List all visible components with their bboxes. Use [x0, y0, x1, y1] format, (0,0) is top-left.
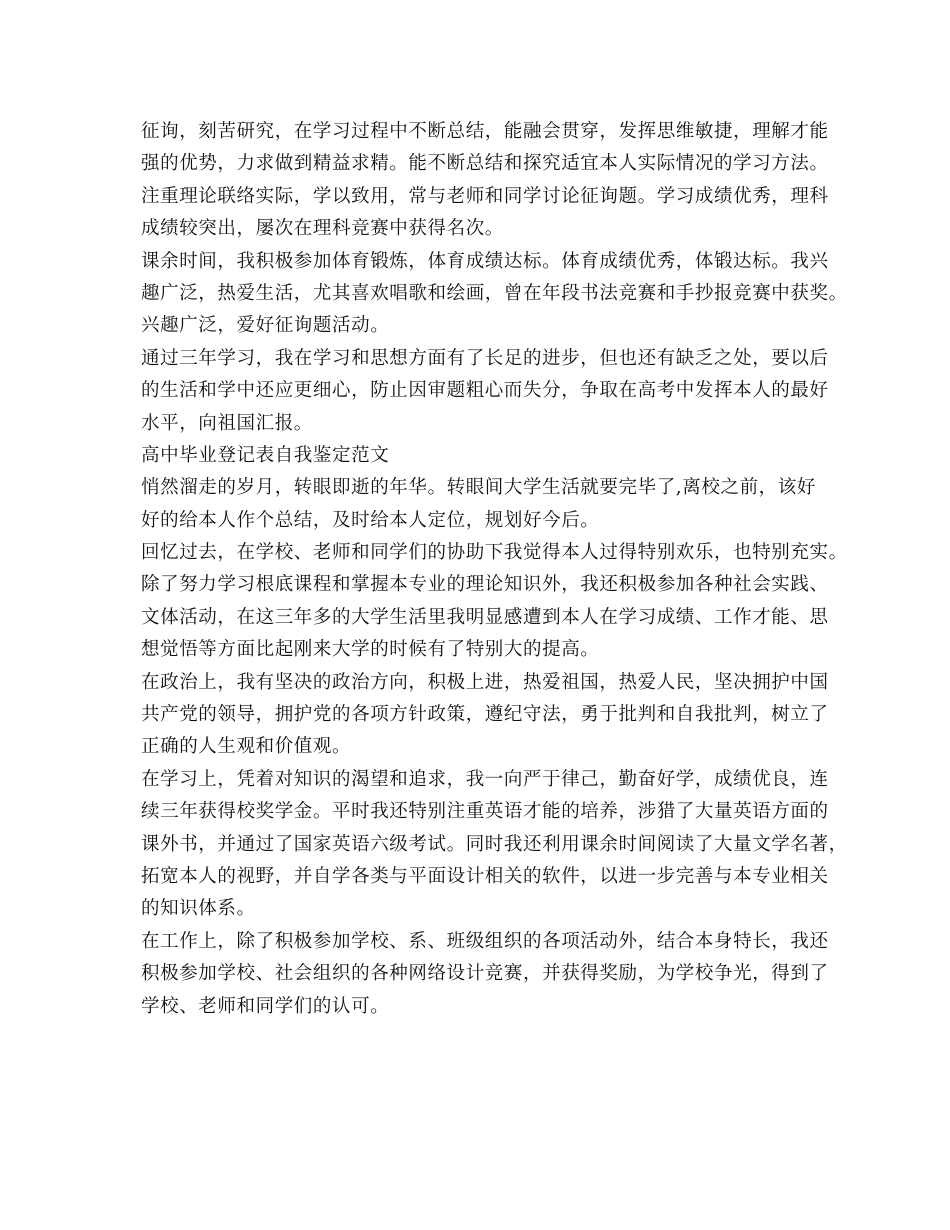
text-line: 通过三年学习，我在学习和思想方面有了长足的进步，但也还有缺乏之处，要以后 — [141, 347, 829, 369]
text-line: 水平，向祖国汇报。 — [141, 412, 313, 434]
text-line: 兴趣广泛，爱好征询题活动。 — [141, 315, 390, 337]
text-line: 的生活和学中还应更细心，防止因审题粗心而失分，争取在高考中发挥本人的最好 — [141, 380, 829, 402]
text-line: 回忆过去，在学校、老师和同学们的协助下我觉得本人过得特别欢乐，也特别充实。 — [141, 542, 848, 564]
text-line: 想觉悟等方面比起刚来大学的时候有了特别大的提高。 — [141, 639, 600, 661]
text-line: 续三年获得校奖学金。平时我还特别注重英语才能的培养，涉猎了大量英语方面的 — [141, 801, 829, 823]
text-line: 注重理论联络实际，学以致用，常与老师和同学讨论征询题。学习成绩优秀，理科 — [141, 185, 829, 207]
document-body — [141, 116, 848, 1023]
text-line: 学校、老师和同学们的认可。 — [141, 995, 390, 1017]
text-line: 的知识体系。 — [141, 898, 256, 920]
section-heading: 高中毕业登记表自我鉴定范文 — [141, 444, 390, 466]
text-line: 趣广泛，热爱生活，尤其喜欢唱歌和绘画，曾在年段书法竞赛和手抄报竞赛中获奖。 — [141, 282, 848, 304]
text-line: 在工作上，除了积极参加学校、系、班级组织的各项活动外，结合本身特长，我还 — [141, 930, 829, 952]
text-line: 除了努力学习根底课程和掌握本专业的理论知识外，我还积极参加各种社会实践、 — [141, 574, 829, 596]
text-line: 正确的人生观和价值观。 — [141, 736, 352, 758]
text-line: 拓宽本人的视野，并自学各类与平面设计相关的软件，以进一步完善与本专业相关 — [141, 865, 829, 887]
text-line: 共产党的领导，拥护党的各项方针政策，遵纪守法，勇于批判和自我批判，树立了 — [141, 704, 829, 726]
text-line: 悄然溜走的岁月，转眼即逝的年华。转眼间大学生活就要完毕了,离校之前，该好 — [141, 477, 816, 499]
text-line: 积极参加学校、社会组织的各种网络设计竞赛，并获得奖励，为学校争光，得到了 — [141, 963, 829, 985]
text-line: 在政治上，我有坚决的政治方向，积极上进，热爱祖国，热爱人民，坚决拥护中国 — [141, 671, 829, 693]
text-line: 文体活动，在这三年多的大学生活里我明显感遭到本人在学习成绩、工作才能、思 — [141, 606, 829, 628]
text-line: 课外书，并通过了国家英语六级考试。同时我还利用课余时间阅读了大量文学名著， — [141, 833, 848, 855]
text-line: 在学习上，凭着对知识的渴望和追求，我一向严于律己，勤奋好学，成绩优良，连 — [141, 768, 829, 790]
text-line: 强的优势，力求做到精益求精。能不断总结和探究适宜本人实际情况的学习方法。 — [141, 153, 829, 175]
text-line: 征询，刻苦研究，在学习过程中不断总结，能融会贯穿，发挥思维敏捷，理解才能 — [141, 121, 829, 142]
text-line: 成绩较突出，屡次在理科竞赛中获得名次。 — [141, 218, 504, 240]
text-line: 好的给本人作个总结，及时给本人定位，规划好今后。 — [141, 509, 600, 531]
text-line: 课余时间，我积极参加体育锻炼，体育成绩达标。体育成绩优秀，体锻达标。我兴 — [141, 250, 829, 272]
